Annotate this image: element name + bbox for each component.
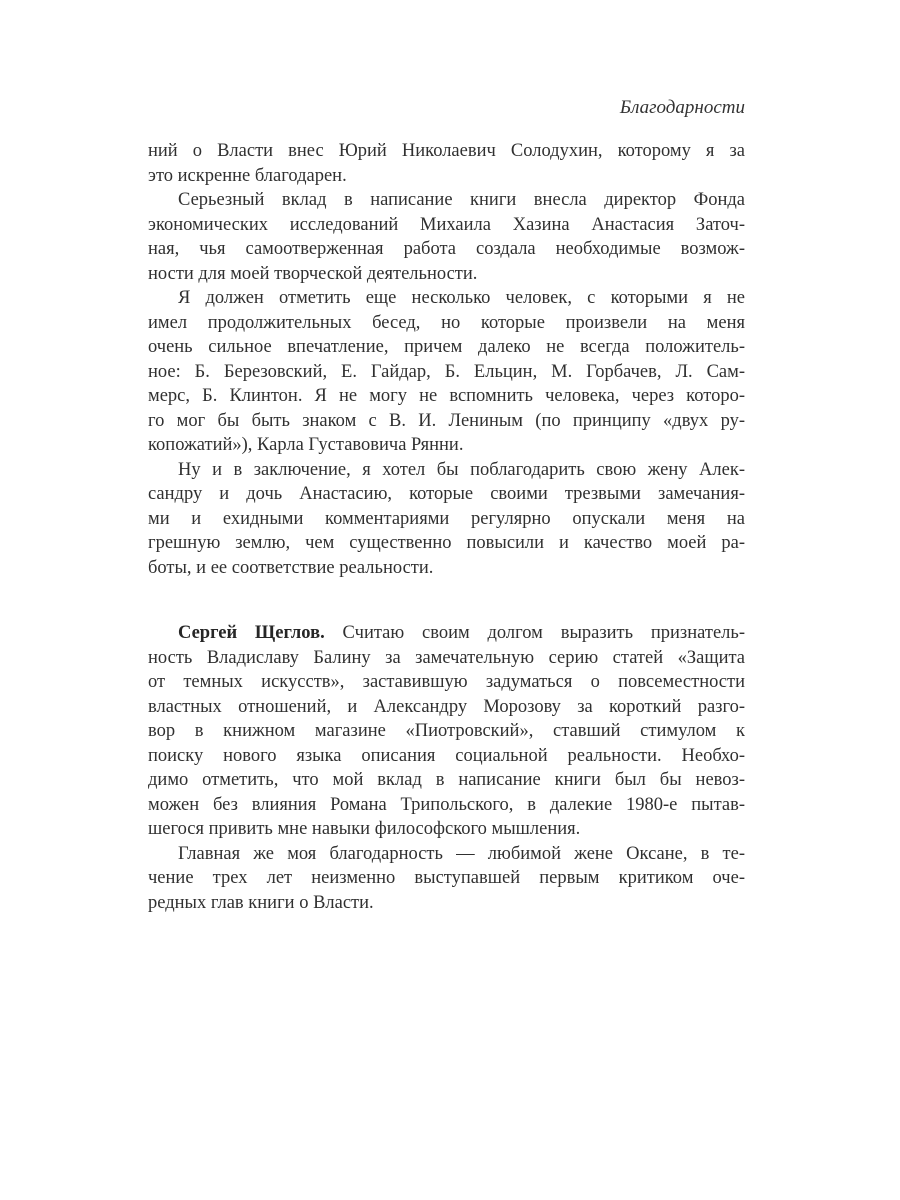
text-line: имел продолжительных бесед, но которые произвели на меня [148,312,745,333]
text-line: Серьезный вклад в написание книги внесла директор Фонда [178,190,745,210]
text-line: ная, чья самоотверженная работа создала необходимые возмож- [148,239,745,259]
text-line: чение трех лет неизменно выступавшей первым критиком оче- [148,868,745,888]
paragraph [148,458,745,581]
author-name-bold: Сергей Щеглов. [178,623,325,643]
running-header [148,96,745,120]
text-line: ное: Б. Березовский, Е. Гайдар, Б. Ельцин, М. Горбачев, Л. Сам- [148,361,745,382]
text-line: ний о Власти внес Юрий Николаевич Солодухин, которому я за [148,141,745,161]
text-line: очень сильное впечатление, причем далеко не всегда положитель- [148,337,745,357]
paragraph [148,842,745,916]
text-line: редных глав книги о Власти. [148,892,374,913]
text-line: Сергей Щеглов. Считаю своим долгом выразить признатель- [178,623,745,643]
text-line: поиску нового языка описания социальной реальности. Необхо- [148,745,745,766]
text-line: боты, и ее соответствие реальности. [148,557,434,578]
running-header-title: Благодарности [619,97,745,118]
text-line: мерс, Б. Клинтон. Я не могу не вспомнить человека, через которо- [148,386,745,406]
body-text [148,139,745,915]
text-line: димо отметить, что мой вклад в написание книги был бы невоз- [148,770,745,790]
text-line: ность Владиславу Балину за замечательную серию статей «Защита [148,647,745,668]
text-line: вор в книжном магазине «Пиотровский», ставший стимулом к [148,721,745,741]
text-line: от темных искусств», заставившую задуматься о повсеместности [148,672,745,692]
text-line: экономических исследований Михаила Хазина Анастасия Заточ- [148,214,745,235]
paragraph [148,188,745,286]
text-line: можен без влияния Романа Трипольского, в далекие 1980-е пытав- [148,794,745,815]
text-line: грешную землю, чем существенно повысили и качество моей ра- [148,533,745,553]
paragraph [148,139,745,188]
text-line: Ну и в заключение, я хотел бы поблагодарить свою жену Алек- [178,459,745,480]
text-line: ми и ехидными комментариями регулярно опускали меня на [148,508,745,529]
text-line: это искренне благодарен. [148,165,347,186]
paragraph [148,621,745,842]
text-line: Главная же моя благодарность — любимой жене Оксане, в те- [178,843,745,864]
text-line: Я должен отметить еще несколько человек, с которыми я не [178,288,745,308]
text-line: го мог бы быть знаком с В. И. Лениным (по принципу «двух ру- [148,410,745,431]
text-line: ности для моей творческой деятельности. [148,263,478,284]
paragraph [148,286,745,458]
text-line: сандру и дочь Анастасию, которые своими трезвыми замечания- [148,484,745,504]
text-line: шегося привить мне навыки философского мышления. [148,819,581,839]
text-line: копожатий»), Карла Густавовича Рянни. [148,435,464,455]
text-line: властных отношений, и Александру Морозову за короткий разго- [148,696,745,717]
